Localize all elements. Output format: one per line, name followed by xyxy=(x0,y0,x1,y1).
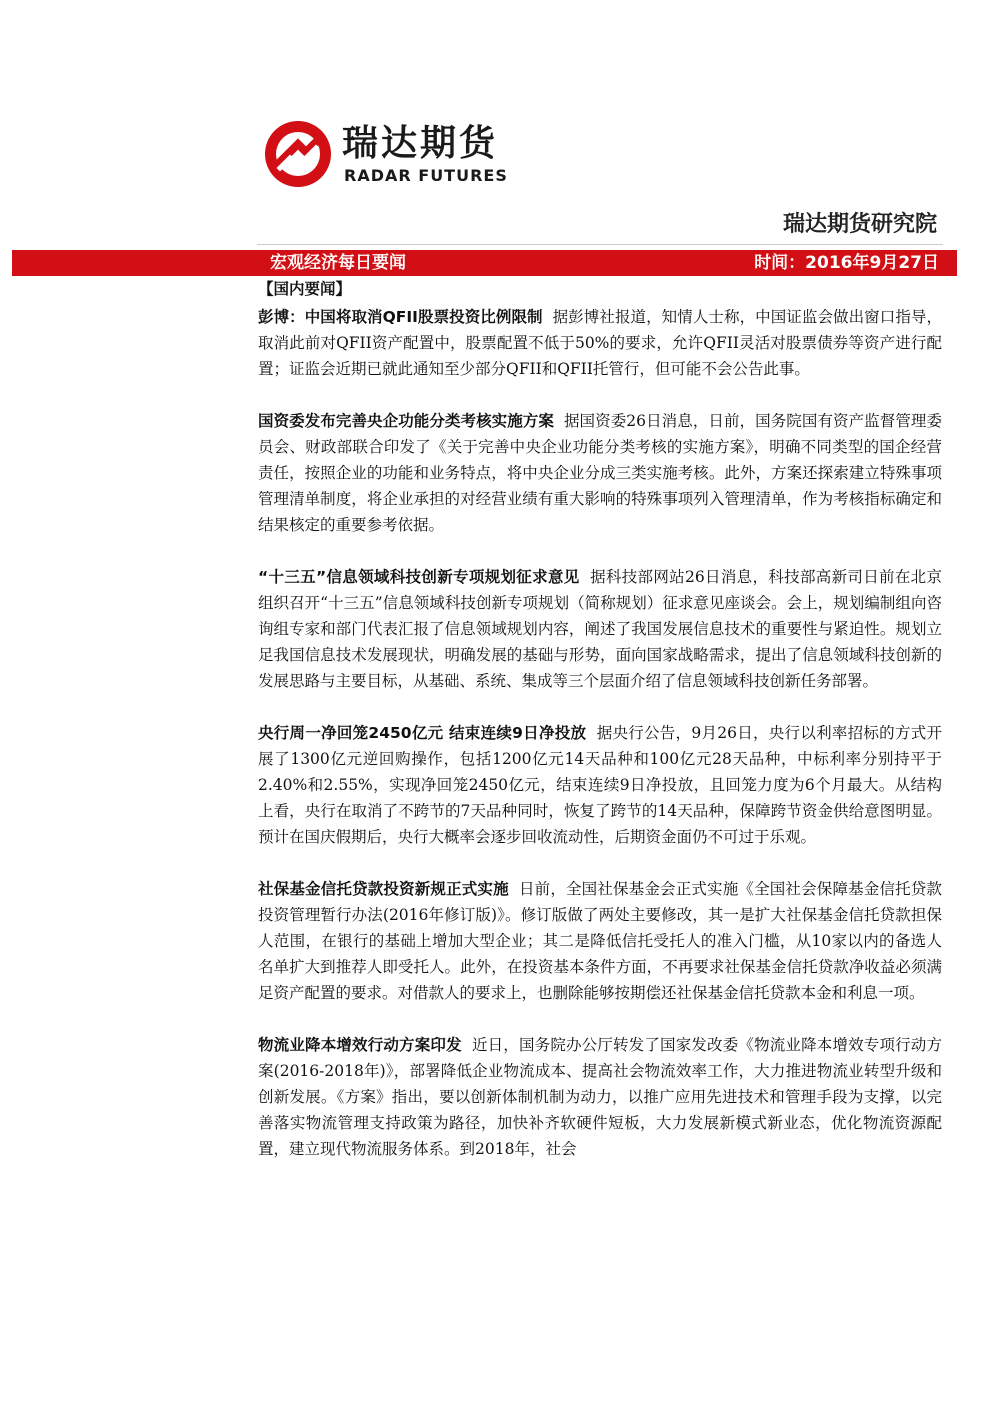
news-item xyxy=(258,304,942,382)
logo-english-name: RADAR FUTURES xyxy=(344,166,508,185)
news-item-title: 央行周一净回笼2450亿元 结束连续9日净投放 xyxy=(258,724,587,742)
news-item-body: 据央行公告，9月26日，央行以利率招标的方式开展了1300亿元逆回购操作，包括1200亿元14天品种和100亿元28天品种，中标利率分别持平于2.40%和2.55%，实现净回笼2450亿元，结束连续9日净投放，且回笼力度为6个月最大。从结构上看，央行在取消了不跨节的7天品种同时，恢复了跨节的14天品种，保障跨节资金供给意图明显。预计在国庆假期后，央行大概率会逐步回收流动性，后期资金面仍不可过于乐观。 xyxy=(258,724,942,846)
news-item xyxy=(258,408,942,538)
news-item xyxy=(258,564,942,694)
company-logo xyxy=(262,118,532,190)
news-item-body: 近日，国务院办公厅转发了国家发改委《物流业降本增效专项行动方案(2016-2018年)》，部署降低企业物流成本、提高社会物流效率工作，大力推进物流业转型升级和创新发展。《方案》指出，要以创新体制机制为动力，以推广应用先进技术和管理手段为支撑，以完善落实物流管理支持政策为路径，加快补齐软硬件短板，大力发展新模式新业态，优化物流资源配置，建立现代物流服务体系。到2018年，社会 xyxy=(258,1036,942,1158)
banner-title: 宏观经济每日要闻 xyxy=(270,253,406,273)
banner-date: 时间：2016年9月27日 xyxy=(754,253,939,273)
news-item-body: 据科技部网站26日消息，科技部高新司日前在北京组织召开“十三五”信息领域科技创新专项规划（简称规划）征求意见座谈会。会上，规划编制组向咨询组专家和部门代表汇报了信息领域规划内容，阐述了我国发展信息技术的重要性与紧迫性。规划立足我国信息技术发展现状，明确发展的基础与形势，面向国家战略需求，提出了信息领域科技创新的发展思路与主要目标，从基础、系统、集成等三个层面介绍了信息领域科技创新任务部署。 xyxy=(258,568,942,690)
news-item-title: 社保基金信托贷款投资新规正式实施 xyxy=(258,880,509,898)
title-banner xyxy=(12,250,957,276)
news-item xyxy=(258,876,942,1006)
news-item-title: 物流业降本增效行动方案印发 xyxy=(258,1036,462,1054)
news-item-body: 日前，全国社保基金会正式实施《全国社会保障基金信托贷款投资管理暂行办法(2016年修订版)》。修订版做了两处主要修改，其一是扩大社保基金信托贷款担保人范围，在银行的基础上增加大型企业；其二是降低信托受托人的准入门槛，从10家以内的备选人名单扩大到推荐人即受托人。此外，在投资基本条件方面，不再要求社保基金信托贷款净收益必须满足资产配置的要求。对借款人的要求上，也删除能够按期偿还社保基金信托贷款本金和利息一项。 xyxy=(258,880,942,1002)
header-divider xyxy=(257,244,943,245)
news-item-body: 据彭博社报道，知情人士称，中国证监会做出窗口指导，取消此前对QFII资产配置中，股票配置不低于50%的要求，允许QFII灵活对股票债券等资产进行配置；证监会近期已就此通知至少部分QFII和QFII托管行，但可能不会公告此事。 xyxy=(258,308,942,378)
news-item-title: “十三五”信息领域科技创新专项规划征求意见 xyxy=(258,568,580,586)
radar-logo-icon xyxy=(262,118,334,190)
logo-chinese-name: 瑞达期货 xyxy=(342,123,499,164)
news-item-title: 彭博：中国将取消QFII股票投资比例限制 xyxy=(258,308,543,326)
news-item-title: 国资委发布完善央企功能分类考核实施方案 xyxy=(258,412,554,430)
news-item-body: 据国资委26日消息，日前，国务院国有资产监督管理委员会、财政部联合印发了《关于完善中央企业功能分类考核的实施方案》，明确不同类型的国企经营责任，按照企业的功能和业务特点，将中央企业分成三类实施考核。此外，方案还探索建立特殊事项管理清单制度，将企业承担的对经营业绩有重大影响的特殊事项列入管理清单，作为考核指标确定和结果核定的重要参考依据。 xyxy=(258,412,942,534)
institute-name: 瑞达期货研究院 xyxy=(782,212,937,237)
news-item xyxy=(258,1032,942,1162)
news-content xyxy=(258,278,942,1188)
news-item xyxy=(258,720,942,850)
section-heading: 【国内要闻】 xyxy=(258,280,352,298)
